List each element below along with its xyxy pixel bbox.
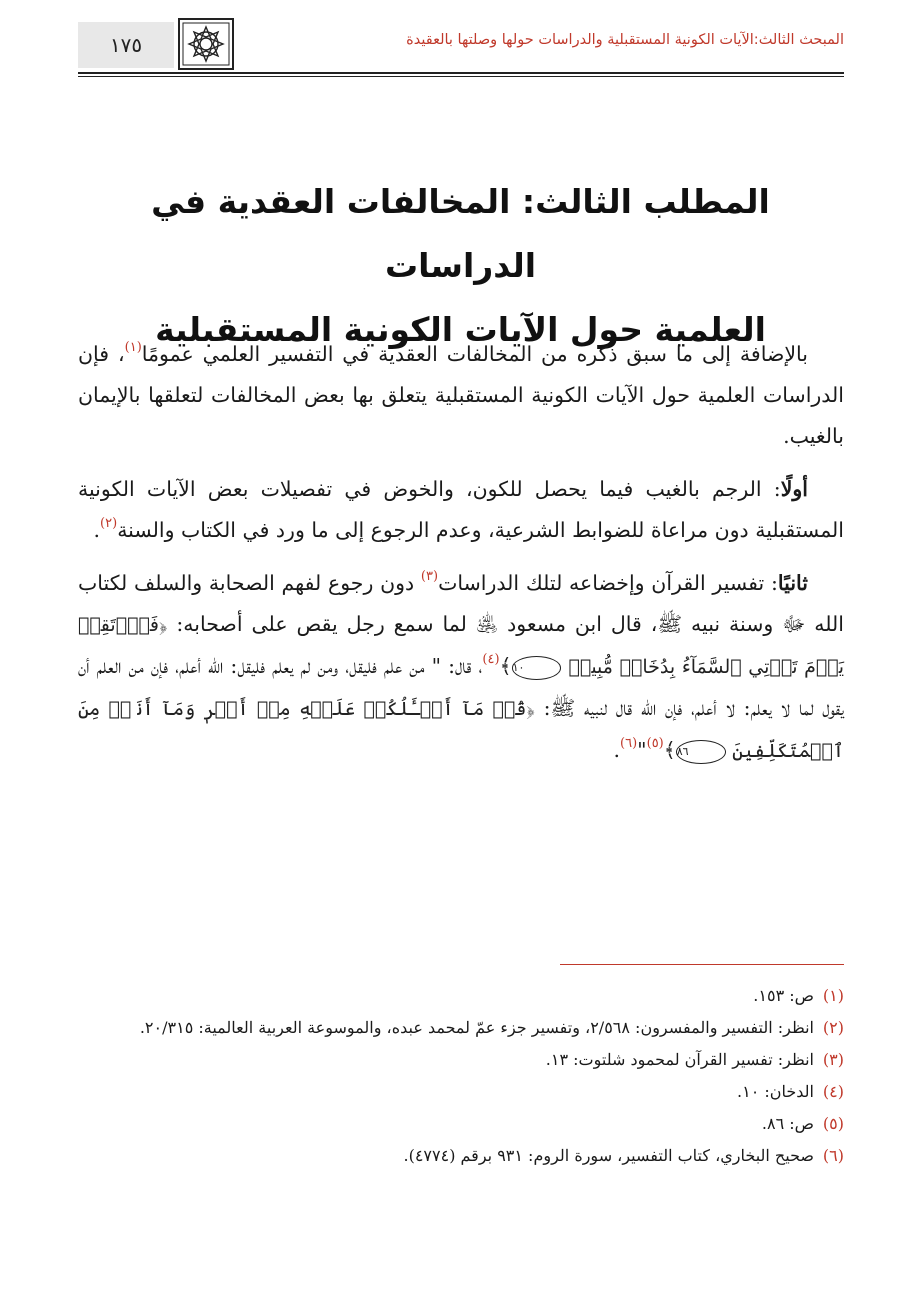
footnote-4 (78, 1076, 844, 1108)
footnote-number: (٢) (822, 1018, 844, 1037)
footnote-ref-1[interactable]: (١) (124, 340, 142, 355)
paragraph-intro (78, 334, 844, 457)
geometric-rosette-icon (178, 18, 234, 70)
footnote-ref-6[interactable]: (٦) (620, 736, 638, 751)
footnote-ref-2[interactable]: (٢) (100, 516, 118, 531)
footnote-5 (78, 1108, 844, 1140)
footnote-ref-3[interactable]: (٣) (420, 569, 439, 584)
footnote-3 (78, 1044, 844, 1076)
footnote-text: انظر: التفسير والمفسرون: ٢/٥٦٨، وتفسير جزء عمّ لمحمد عبده، والموسوعة العربية العالمية: ٢٠/٣١٥. (139, 1018, 814, 1037)
paragraph-text: بالإضافة إلى ما سبق ذكره من المخالفات العقدية في التفسير العلمي عمومًا (141, 342, 809, 366)
header-rule-thin (78, 76, 844, 77)
footnote-text: الدخان: ١٠. (737, 1082, 814, 1101)
footnote-text: ص: ١٥٣. (753, 986, 814, 1005)
footnote-ref-4[interactable]: (٤) (482, 652, 500, 667)
ayah-number-marker: ١٠ (512, 656, 562, 680)
section-title-line-2: العلمية حول الآيات الكونية المستقبلية (155, 310, 766, 349)
paragraph-text: ، قال: " من علم فليقل، ومن لم يعلم فليقل: الله أعلم، فإن من العلم أن يقول لما لا يعلم: لا أعلم، فإن الله قال لنبيه ﷺ: ﴿ (78, 654, 844, 720)
running-title: المبحث الثالث:الآيات الكونية المستقبلية والدراسات حولها وصلتها بالعقيدة (406, 32, 844, 48)
page-header (78, 18, 844, 74)
paragraph-second-point (78, 563, 844, 772)
quran-bracket: ﴾ (663, 738, 676, 762)
footnote-6 (78, 1140, 844, 1172)
footnotes (78, 980, 844, 1172)
footnote-1 (78, 980, 844, 1012)
footnote-number: (٦) (822, 1146, 844, 1165)
point-label-first: أولًا (780, 477, 808, 501)
ayah-number-marker: ٨٦ (676, 740, 726, 764)
point-label-second: ثانيًا (777, 571, 808, 595)
quote-mark: " (637, 738, 647, 762)
paragraph-text: ، فإن الدراسات العلمية حول الآيات الكونية المستقبلية يتعلق بها بعض المخالفات لتعلقها بالإيمان بالغيب. (78, 342, 844, 448)
punctuation: . (613, 738, 621, 762)
footnote-text: صحيح البخاري، كتاب التفسير، سورة الروم: ٩٣١ برقم (٤٧٧٤). (403, 1146, 814, 1165)
footnote-number: (٣) (822, 1050, 844, 1069)
section-title-line-1: المطلب الثالث: المخالفات العقدية في الدراسات (151, 182, 770, 285)
footnote-2 (78, 1012, 844, 1044)
footnote-separator (560, 964, 844, 965)
punctuation: . (93, 518, 101, 542)
paragraph-first-point (78, 469, 844, 551)
body-text (78, 334, 844, 784)
quran-bracket: ﴾ (499, 654, 512, 678)
quran-verse-1: فَٱرۡتَقِبۡ يَوۡمَ تَأۡتِي ٱلسَّمَآءُ بِدُخَانٖ مُّبِينٖ (78, 614, 844, 678)
quran-verse-2: قُلۡ مَآ أَسۡـَٔلُكُمۡ عَلَيۡهِ مِنۡ أَجۡرٖ وَمَآ أَنَا۠ مِنَ ٱلۡمُتَكَلِّفِينَ (78, 698, 844, 762)
footnote-number: (٥) (822, 1114, 844, 1133)
footnote-number: (٤) (822, 1082, 844, 1101)
footnote-text: انظر: تفسير القرآن لمحمود شلتوت: ١٣. (545, 1050, 814, 1069)
page-number-text: ١٧٥ (109, 33, 143, 57)
footnote-number: (١) (822, 986, 844, 1005)
header-rule (78, 72, 844, 74)
paragraph-text: : تفسير القرآن وإخضاعه لتلك الدراسات (438, 571, 778, 595)
footnote-ref-5[interactable]: (٥) (646, 736, 664, 751)
paragraph-text: : الرجم بالغيب فيما يحصل للكون، والخوض في تفصيلات بعض الآيات الكونية المستقبلية دون مراعاة للضوابط الشرعية، وعدم الرجوع إلى ما ورد في الكتاب والسنة (78, 477, 844, 542)
paragraph-text: دون رجوع لفهم الصحابة والسلف لكتاب الله ﷻ وسنة نبيه ﷺ، قال ابن مسعود ﵁ لما سمع رجل يقص على أصحابه: ﴿ (78, 571, 844, 636)
footnote-text: ص: ٨٦. (761, 1114, 814, 1133)
page-number (78, 22, 174, 68)
